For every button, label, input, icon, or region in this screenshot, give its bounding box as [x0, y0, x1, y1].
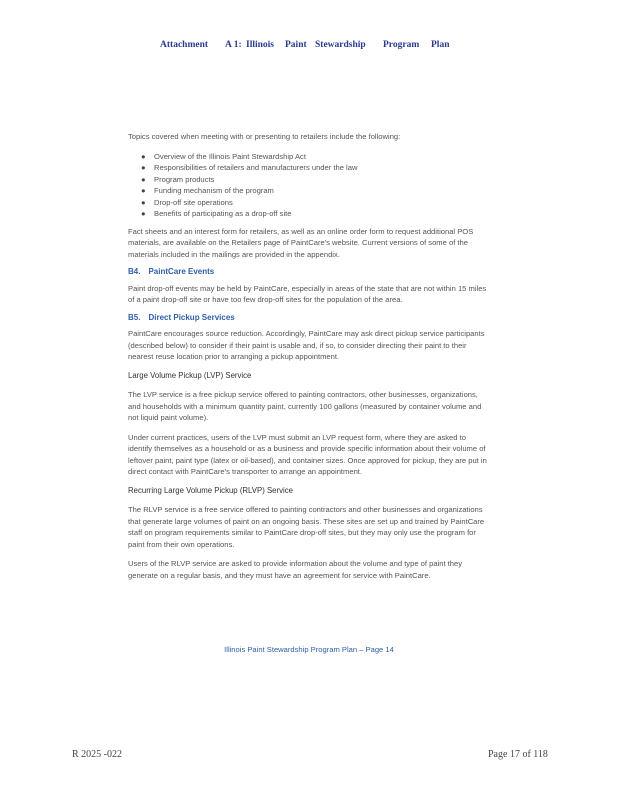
list-item	[141, 162, 488, 174]
section-heading-b4	[128, 266, 488, 278]
lvp-paragraph-2: Under current practices, users of the LVP must submit an LVP request form, where they are asked to identify themselves as a household or as a business and provide specific information about their volume of leftover paint, paint type (latex or oil-based), and container sizes. Once approved for pickup, they are put in direct contact with PaintCare's transporter to arrange an appointment.	[128, 432, 487, 476]
topics-list	[128, 151, 488, 220]
bullet-icon: ●	[141, 186, 146, 195]
list-item	[141, 151, 488, 163]
document-id: R 2025 -022	[72, 749, 122, 760]
bullet-icon: ●	[141, 163, 146, 172]
header-word: Stewardship	[315, 40, 366, 50]
page-number: Page 17 of 118	[488, 749, 548, 760]
header-word: Attachment	[160, 40, 209, 50]
bullet-icon: ●	[141, 174, 146, 184]
rlvp-paragraph-1: The RLVP service is a free service offered to painting contractors and other businesses and organizations that generate large volumes of paint on an ongoing basis. These sites are set up and trained by PaintCare staff on program requirements similar to PaintCare drop-off sites, but they may only use the program for paint from their own operations.	[128, 505, 485, 549]
page-footer-inner: Illinois Paint Stewardship Program Plan – Page 14	[224, 645, 394, 654]
list-item-text: Funding mechanism of the program	[154, 186, 274, 195]
intro-paragraph: Topics covered when meeting with or presenting to retailers include the following:	[128, 132, 401, 141]
fact-sheets-paragraph: Fact sheets and an interest form for retailers, as well as an online order form to request additional POS materials, are available on the Retailers page of PaintCare's website. Current versions of some of the materials included in the mailings are provided in the appendix.	[128, 226, 474, 259]
section-title: Direct Pickup Services	[148, 312, 235, 322]
lvp-paragraph-1: The LVP service is a free pickup service offered to painting contractors, other businesses, organizations, and households with a minimum quantity paint, currently 100 gallons (measured by container volume and not liquid paint volume).	[128, 390, 482, 422]
header-word: A 1:	[225, 40, 242, 50]
rlvp-heading: Recurring Large Volume Pickup (RLVP) Service	[128, 485, 293, 495]
list-item	[141, 197, 488, 209]
section-title: PaintCare Events	[148, 267, 215, 276]
list-item	[141, 208, 488, 220]
header-word: Program	[383, 40, 420, 50]
list-item-text: Drop-off site operations	[154, 197, 233, 207]
header-word: Paint	[285, 40, 307, 50]
section-number: B4.	[128, 267, 141, 276]
bullet-icon: ●	[141, 209, 146, 218]
bullet-icon: ●	[141, 151, 146, 161]
list-item	[141, 174, 488, 186]
list-item-text: Program products	[154, 174, 215, 184]
pickup-paragraph: PaintCare encourages source reduction. Accordingly, PaintCare may ask direct pickup service participants (described below) to consider if their paint is usable and, if so, to consider directing their paint to their nearest reuse location prior to arranging a pickup appointment.	[128, 329, 485, 361]
list-item-text: Responsibilities of retailers and manufacturers under the law	[154, 163, 358, 172]
section-number: B5.	[128, 312, 141, 322]
section-heading-b5	[128, 312, 488, 324]
lvp-heading: Large Volume Pickup (LVP) Service	[128, 370, 252, 380]
page-body	[128, 131, 488, 581]
events-paragraph: Paint drop-off events may be held by PaintCare, especially in areas of the state that are not within 15 miles of a paint drop-off site or have too few drop-off sites for the population of the area.	[128, 283, 487, 304]
rlvp-paragraph-2: Users of the RLVP service are asked to provide information about the volume and type of paint they generate on a regular basis, and they must have an agreement for service with PaintCare.	[128, 559, 463, 580]
list-item-text: Overview of the Illinois Paint Stewardship Act	[154, 151, 306, 161]
list-item-text: Benefits of participating as a drop-off site	[154, 209, 292, 218]
header-word: Plan	[431, 40, 450, 50]
list-item	[141, 185, 488, 197]
header-word: Illinois	[246, 40, 274, 50]
bullet-icon: ●	[141, 197, 146, 207]
